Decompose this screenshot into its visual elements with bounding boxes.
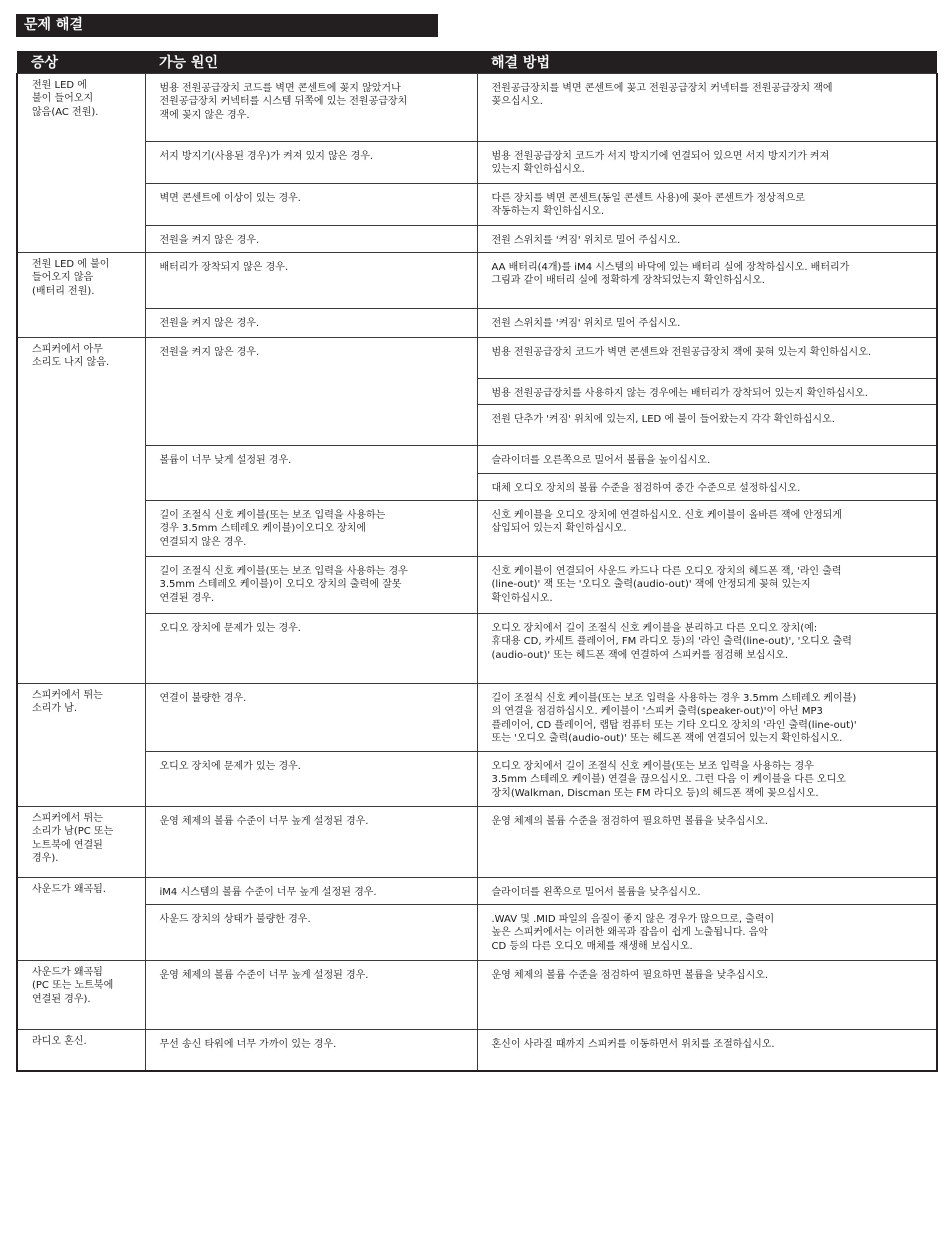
cause-cell: [145, 337, 477, 445]
symptom-cell: [17, 73, 145, 252]
table-row: [17, 73, 937, 141]
cause-cell: [145, 877, 477, 904]
cause-cell-text: 서지 방지기(사용된 경우)가 켜져 있지 않은 경우.: [159, 150, 374, 162]
table-row: [17, 960, 937, 1029]
solution-cell: [477, 183, 937, 225]
cause-cell: [145, 445, 477, 500]
solution-cell: [477, 225, 937, 252]
symptom-cell-text: 스피커에서 튀는 소리가 남.: [32, 689, 103, 714]
table-row: [17, 183, 937, 225]
table-row: [17, 500, 937, 556]
cause-cell-text: 무선 송신 타워에 너무 가까이 있는 경우.: [159, 1038, 337, 1050]
solution-cell-text: 길이 조절식 신호 케이블(또는 보조 입력을 사용하는 경우 3.5mm 스테레오 케이블) 의 연결을 점검하십시오. 케이블이 '스피커 출력(speaker-out)'이 아닌 MP3 플레이어, CD 플레이어, 랩탑 컴퓨터 또는 기타 오디오 장치의 '라인 출력(line-out)' 또는 '오디오 출력(audio-out)' 또는 헤드폰 잭에 연결되어 있는지 확인하십시오.: [491, 692, 857, 744]
solution-cell: [477, 404, 937, 445]
cause-cell-text: 오디오 장치에 문제가 있는 경우.: [159, 760, 301, 772]
solution-cell-text: 전원 스위치를 '켜짐' 위치로 밀어 주십시오.: [491, 317, 681, 329]
solution-cell: [477, 500, 937, 556]
solution-cell: [477, 337, 937, 378]
symptom-cell: [17, 877, 145, 960]
solution-cell: [477, 445, 937, 473]
cause-cell: [145, 141, 477, 183]
cause-cell: [145, 183, 477, 225]
solution-cell: [477, 877, 937, 904]
cause-cell: [145, 960, 477, 1029]
symptom-cell-text: 스피커에서 튀는 소리가 남(PC 또는 노트북에 연결된 경우).: [32, 812, 114, 864]
table-row: [17, 445, 937, 473]
cause-cell: [145, 252, 477, 308]
cause-cell-text: 운영 체제의 볼륨 수준이 너무 높게 설정된 경우.: [159, 969, 369, 981]
solution-cell-text: 전원공급장치를 벽면 콘센트에 꽂고 전원공급장치 커넥터를 전원공급장치 잭에 꽂으십시오.: [491, 82, 833, 107]
cause-cell-text: iM4 시스템의 볼륨 수준이 너무 높게 설정된 경우.: [159, 886, 377, 898]
solution-cell-text: 범용 전원공급장치 코드가 서지 방지기에 연결되어 있으면 서지 방지기가 켜져 있는지 확인하십시오.: [491, 150, 830, 175]
cause-cell: [145, 225, 477, 252]
solution-cell-text: AA 배터리(4개)를 iM4 시스템의 바닥에 있는 배터리 실에 장착하십시오. 배터리가 그림과 같이 배터리 실에 정확하게 장착되었는지 확인하십시오.: [491, 261, 850, 286]
cause-cell: [145, 904, 477, 960]
solution-cell-text: 혼신이 사라질 때까지 스피커를 이동하면서 위치를 조절하십시오.: [491, 1038, 775, 1050]
solution-cell-text: 슬라이더를 왼쪽으로 밀어서 볼륨을 낮추십시오.: [491, 886, 701, 898]
symptom-cell-text: 스피커에서 아무 소리도 나지 않음.: [32, 343, 110, 368]
solution-cell-text: 오디오 장치에서 길이 조절식 신호 케이블(또는 보조 입력을 사용하는 경우 3.5mm 스테레오 케이블) 연결을 끊으십시오. 그런 다음 이 케이블을 다른 오디오 장치(Walkman, Discman 또는 FM 라디오 등)의 헤드폰 잭에 꽂으십시오.: [491, 760, 846, 799]
symptom-cell-text: 전원 LED 에 불이 들어오지 않음(AC 전원).: [32, 79, 99, 118]
solution-cell-text: 오디오 장치에서 길이 조절식 신호 케이블을 분리하고 다른 오디오 장치(예: 휴대용 CD, 카세트 플레이어, FM 라디오 등)의 '라인 출력(line-out)', '오디오 출력 (audio-out)' 또는 헤드폰 잭에 연결하여 스피커를 점검해 보십시오.: [491, 622, 852, 661]
cause-cell-text: 전원을 켜지 않은 경우.: [159, 234, 260, 246]
solution-cell-text: 대체 오디오 장치의 볼륨 수준을 점검하여 중간 수준으로 설정하십시오.: [491, 482, 801, 494]
cause-cell: [145, 556, 477, 613]
solution-cell-text: 전원 단추가 '켜짐' 위치에 있는지, LED 에 불이 들어왔는지 각각 확인하십시오.: [491, 413, 835, 425]
table-row: [17, 904, 937, 960]
symptom-cell-text: 사운드가 왜곡됨.: [32, 883, 106, 895]
solution-cell: [477, 751, 937, 806]
solution-cell-text: 범용 전원공급장치를 사용하지 않는 경우에는 배터리가 장착되어 있는지 확인하십시오.: [491, 387, 868, 399]
cause-cell: [145, 73, 477, 141]
symptom-cell-text: 사운드가 왜곡됨 (PC 또는 노트북에 연결된 경우).: [32, 966, 114, 1005]
table-row: [17, 751, 937, 806]
solution-cell: [477, 806, 937, 877]
solution-cell: [477, 556, 937, 613]
solution-cell-text: 운영 체제의 볼륨 수준을 점검하여 필요하면 볼륨을 낮추십시오.: [491, 815, 769, 827]
cause-cell: [145, 751, 477, 806]
cause-cell: [145, 806, 477, 877]
symptom-cell-text: 라디오 혼신.: [32, 1035, 87, 1047]
solution-cell: [477, 960, 937, 1029]
solution-cell-text: 운영 체제의 볼륨 수준을 점검하여 필요하면 볼륨을 낮추십시오.: [491, 969, 769, 981]
symptom-cell: [17, 806, 145, 877]
cause-cell-text: 배터리가 장착되지 않은 경우.: [159, 261, 289, 273]
solution-cell: [477, 252, 937, 308]
cause-cell: [145, 683, 477, 751]
solution-cell-text: 다른 장치를 벽면 콘센트(동일 콘센트 사용)에 꽂아 콘센트가 정상적으로 작동하는지 확인하십시오.: [491, 192, 805, 217]
cause-cell-text: 오디오 장치에 문제가 있는 경우.: [159, 622, 301, 634]
table-row: [17, 225, 937, 252]
table-row: [17, 308, 937, 337]
cause-cell: [145, 500, 477, 556]
solution-cell-text: 신호 케이블이 연결되어 사운드 카드나 다른 오디오 장치의 헤드폰 잭, '라인 출력 (line-out)' 잭 또는 '오디오 출력(audio-out)' 잭에 안정되게 꽂혀 있는지 확인하십시오.: [491, 565, 842, 604]
symptom-cell: [17, 337, 145, 683]
cause-cell-text: 길이 조절식 신호 케이블(또는 보조 입력을 사용하는 경우 3.5mm 스테레오 케이블)이 오디오 장치의 출력에 잘못 연결된 경우.: [159, 565, 408, 604]
solution-cell: [477, 378, 937, 404]
solution-cell-text: 슬라이더를 오른쪽으로 밀어서 볼륨을 높이십시오.: [491, 454, 711, 466]
solution-cell: [477, 613, 937, 683]
solution-cell: [477, 683, 937, 751]
solution-cell-text: 신호 케이블을 오디오 장치에 연결하십시오. 신호 케이블이 올바른 잭에 안정되게 삽입되어 있는지 확인하십시오.: [491, 509, 843, 534]
solution-cell: [477, 1029, 937, 1071]
cause-cell-text: 범용 전원공급장치 코드를 벽면 콘센트에 꽂지 않았거나 전원공급장치 커넥터를 시스템 뒤쪽에 있는 전원공급장치 잭에 꽂지 않은 경우.: [159, 82, 408, 121]
table-header-row: [17, 51, 937, 73]
cause-cell-text: 연결이 불량한 경우.: [159, 692, 247, 704]
cause-cell-text: 사운드 장치의 상태가 불량한 경우.: [159, 913, 311, 925]
solution-cell: [477, 308, 937, 337]
symptom-cell-text: 전원 LED 에 불이 들어오지 않음 (배터리 전원).: [32, 258, 110, 297]
table-row: [17, 337, 937, 378]
cause-cell-text: 볼륨이 너무 낮게 설정된 경우.: [159, 454, 292, 466]
symptom-cell: [17, 960, 145, 1029]
table-row: [17, 683, 937, 751]
symptom-cell: [17, 1029, 145, 1071]
symptom-cell: [17, 683, 145, 806]
table-row: [17, 806, 937, 877]
section-title: 문제 해결: [16, 14, 438, 37]
cause-cell: [145, 1029, 477, 1071]
cause-cell: [145, 308, 477, 337]
table-row: [17, 1029, 937, 1071]
table-row: [17, 252, 937, 308]
cause-cell-text: 운영 체제의 볼륨 수준이 너무 높게 설정된 경우.: [159, 815, 369, 827]
table-row: [17, 877, 937, 904]
table-row: [17, 141, 937, 183]
header-solution: 해결 방법: [477, 51, 937, 73]
table-body: [17, 73, 937, 1071]
table-row: [17, 556, 937, 613]
solution-cell: [477, 141, 937, 183]
symptom-cell: [17, 252, 145, 337]
cause-cell-text: 벽면 콘센트에 이상이 있는 경우.: [159, 192, 301, 204]
cause-cell-text: 전원을 켜지 않은 경우.: [159, 317, 260, 329]
solution-cell-text: 범용 전원공급장치 코드가 벽면 콘센트와 전원공급장치 잭에 꽂혀 있는지 확인하십시오.: [491, 346, 872, 358]
solution-cell: [477, 473, 937, 500]
solution-cell: [477, 73, 937, 141]
header-cause: 가능 원인: [145, 51, 477, 73]
cause-cell-text: 길이 조절식 신호 케이블(또는 보조 입력을 사용하는 경우 3.5mm 스테레오 케이블)이오디오 장치에 연결되지 않은 경우.: [159, 509, 386, 548]
header-symptom: 증상: [17, 51, 145, 73]
cause-cell: [145, 613, 477, 683]
solution-cell-text: 전원 스위치를 '켜짐' 위치로 밀어 주십시오.: [491, 234, 681, 246]
solution-cell: [477, 904, 937, 960]
troubleshooting-table: [16, 51, 938, 1072]
table-row: [17, 613, 937, 683]
cause-cell-text: 전원을 켜지 않은 경우.: [159, 346, 260, 358]
solution-cell-text: .WAV 및 .MID 파일의 음질이 좋지 않은 경우가 많으므로, 출력이 높은 스피커에서는 이러한 왜곡과 잡음이 쉽게 노출됩니다. 음악 CD 등의 다른 오디오 매체를 재생해 보십시오.: [491, 913, 775, 952]
